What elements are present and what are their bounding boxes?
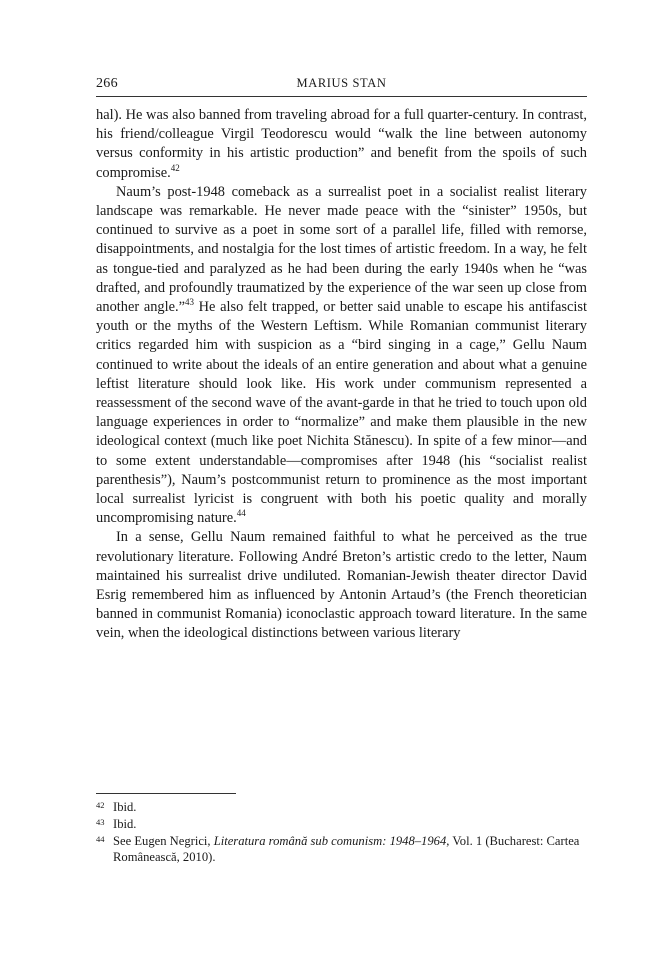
footnote-number: 43 <box>96 816 105 827</box>
page-header <box>96 76 587 97</box>
footnote-number: 44 <box>96 833 105 844</box>
body-text <box>96 106 587 644</box>
paragraph <box>96 183 587 529</box>
paragraph <box>96 106 587 183</box>
text-run: Ibid. <box>113 800 137 814</box>
footnote-ref: 42 <box>170 162 180 173</box>
italic-title: Literatura română sub comunism: 1948–1964 <box>213 833 447 848</box>
page-number: 266 <box>96 76 118 91</box>
paragraph <box>96 528 587 643</box>
footnote <box>96 816 587 833</box>
text-run: hal). He was also banned from traveling abroad for a full quarter-century. In contrast, his friend/colleague Virgil Teodorescu would “walk the line between autonomy versus conformity in his artistic production” and benefit from the spoils of such compromise. <box>96 107 587 181</box>
text-run: , Vol. 1 (Bucharest: Cartea Românească, 2010). <box>113 833 580 865</box>
text-run: In a sense, Gellu Naum remained faithful to what he perceived as the true revolutionary literature. Following André Breton’s artistic credo to the letter, Naum maintained his surrealist drive undiluted. Romanian-Jewish theater director David Esrig remembered him as influenced by Antonin Artaud’s (the French theoretician banned in communist Romania) iconoclastic approach toward literature. In the same vein, when the ideological distinctions between various literary <box>96 529 587 642</box>
text-run: Naum’s post-1948 comeback as a surrealist poet in a socialist realist literary landscape was remarkable. He never made peace with the “sinister” 1950s, but continued to survive as a poet in some sort of a parallel life, filled with remorse, disappointments, and nostalgia for the lost times of artistic freedom. In a way, he felt as tongue-tied and paralyzed as he had been during the early 1940s when he “was drafted, and profoundly traumatized by the experience of the war seen up close from another angle.” <box>96 183 587 316</box>
text-run: He also felt trapped, or better said unable to escape his antifascist youth or the myths of the Western Leftism. While Romanian communist literary critics regarded him with suspicion as a “bird singing in a cage,” Gellu Naum continued to write about the ideals of an entire generation and about what a genuine leftist literature should look like. His work under communism represented a reassessment of the second wave of the avant-garde in that he tried to touch upon old language experiences in order to “normalize” and make them plausible in the new ideological context (much like poet Nichita Stănescu). In spite of a few minor—and to some extent understandable—compromises after 1948 (his “socialist realist parenthesis”), Naum’s postcommunist return to prominence as the most important local surrealist lyricist is congruent with both his poetic quality and morally uncompromising nature. <box>96 299 587 527</box>
footnote-text <box>113 834 579 865</box>
footnote-ref: 44 <box>236 508 246 519</box>
footnote-text <box>113 800 136 814</box>
footnotes <box>96 799 587 866</box>
text-run: See Eugen Negrici, <box>113 833 214 848</box>
footnote-ref: 43 <box>184 297 194 308</box>
running-head: MARIUS STAN <box>296 76 387 90</box>
text-run: Ibid. <box>113 816 137 831</box>
footnote <box>96 833 587 867</box>
footnote <box>96 799 587 816</box>
footnote-divider <box>96 793 236 794</box>
footnote-text <box>113 817 136 831</box>
footnote-number: 42 <box>96 800 105 810</box>
